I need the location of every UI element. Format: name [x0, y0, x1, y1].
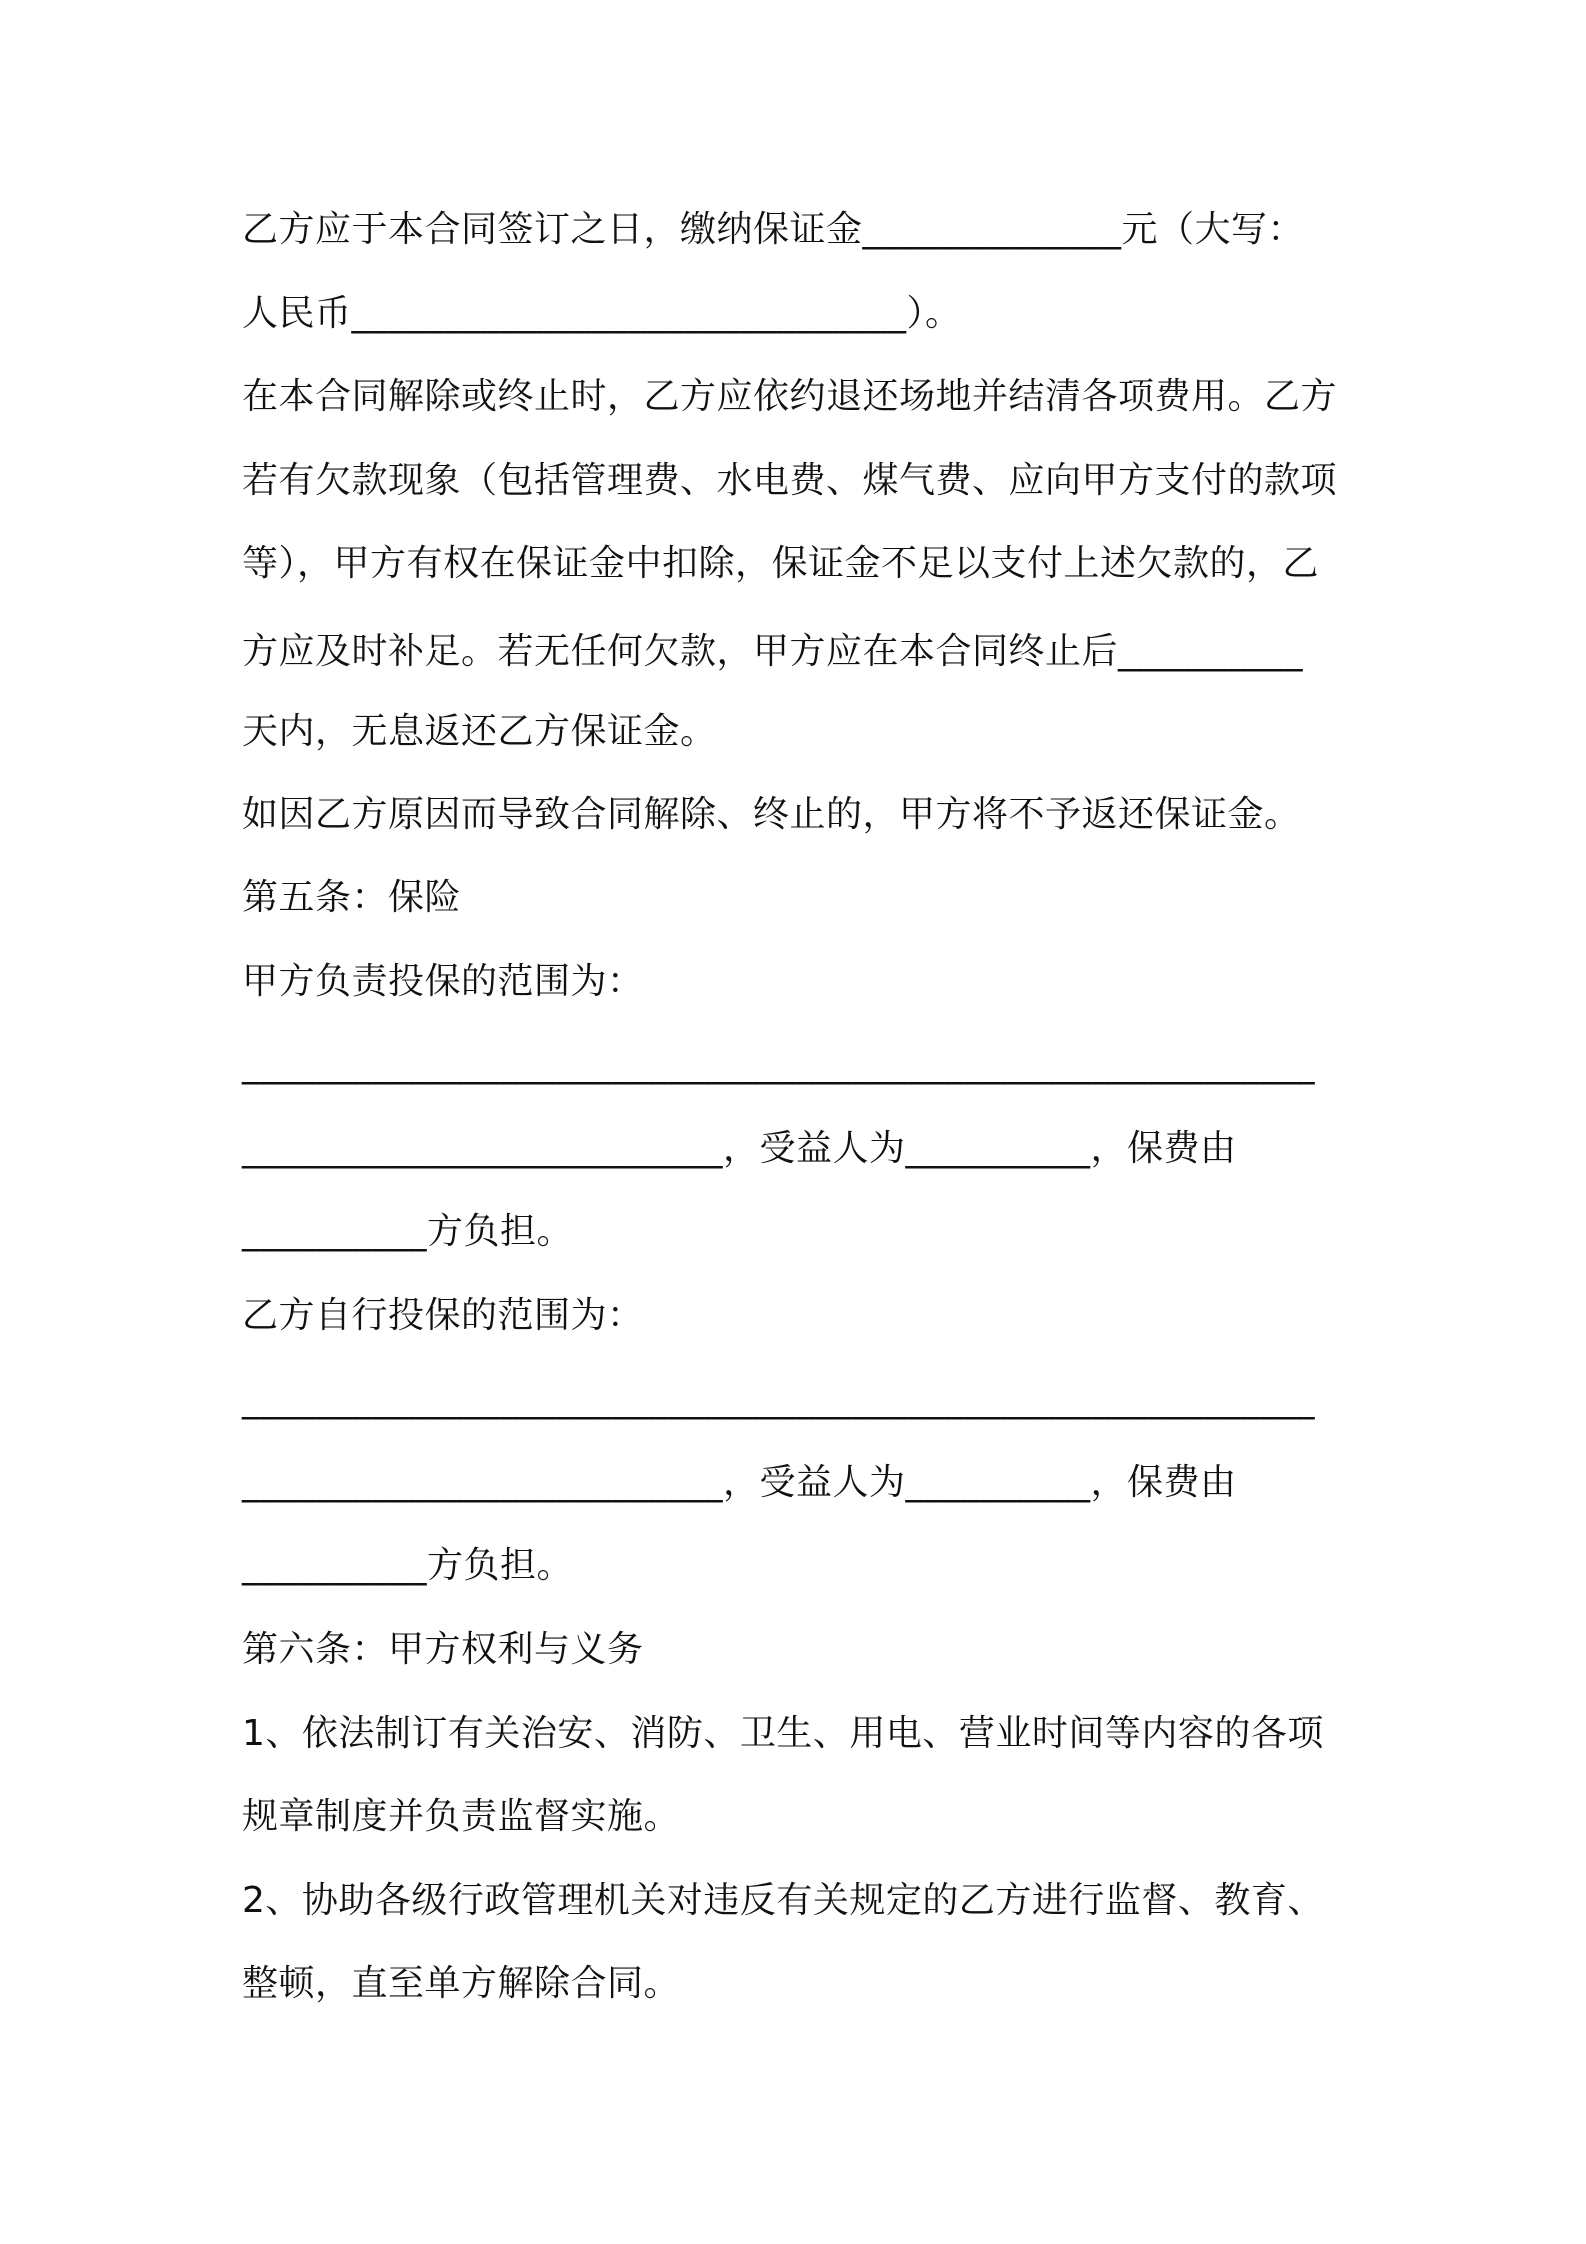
blank-line: __________________________________________________________ — [242, 1044, 1315, 1085]
text-line: __________方负担。 — [242, 1211, 574, 1252]
text-line: 等），甲方有权在保证金中扣除，保证金不足以支付上述欠款的，乙 — [242, 543, 1320, 584]
text-line: 规章制度并负责监督实施。 — [242, 1796, 681, 1837]
text-line: 天内，无息返还乙方保证金。 — [242, 711, 717, 752]
text-line: 如因乙方原因而导致合同解除、终止的，甲方将不予返还保证金。 — [242, 794, 1301, 835]
text-line: 2、协助各级行政管理机关对违反有关规定的乙方进行监督、教育、 — [242, 1880, 1324, 1921]
text-line: 若有欠款现象（包括管理费、水电费、煤气费、应向甲方支付的款项 — [242, 460, 1338, 501]
text-line: 乙方自行投保的范围为： — [242, 1295, 644, 1336]
section-heading: 第六条：甲方权利与义务 — [242, 1629, 644, 1670]
text-line: 方应及时补足。若无任何欠款，甲方应在本合同终止后__________ — [242, 631, 1304, 672]
text-line: __________方负担。 — [242, 1545, 574, 1586]
text-line: 1、依法制订有关治安、消防、卫生、用电、营业时间等内容的各项 — [242, 1713, 1324, 1754]
text-line: 在本合同解除或终止时，乙方应依约退还场地并结清各项费用。乙方 — [242, 376, 1338, 417]
text-line: 整顿，直至单方解除合同。 — [242, 1963, 681, 2004]
text-line: __________________________，受益人为__________，保费由 — [242, 1462, 1237, 1503]
section-heading: 第五条：保险 — [242, 877, 462, 918]
text-line: __________________________，受益人为__________，保费由 — [242, 1128, 1237, 1169]
text-line: 乙方应于本合同签订之日，缴纳保证金______________元（大写： — [242, 209, 1305, 250]
text-line: 人民币______________________________）。 — [242, 293, 962, 334]
text-line: 甲方负责投保的范围为： — [242, 961, 644, 1002]
blank-line: __________________________________________________________ — [242, 1379, 1315, 1420]
